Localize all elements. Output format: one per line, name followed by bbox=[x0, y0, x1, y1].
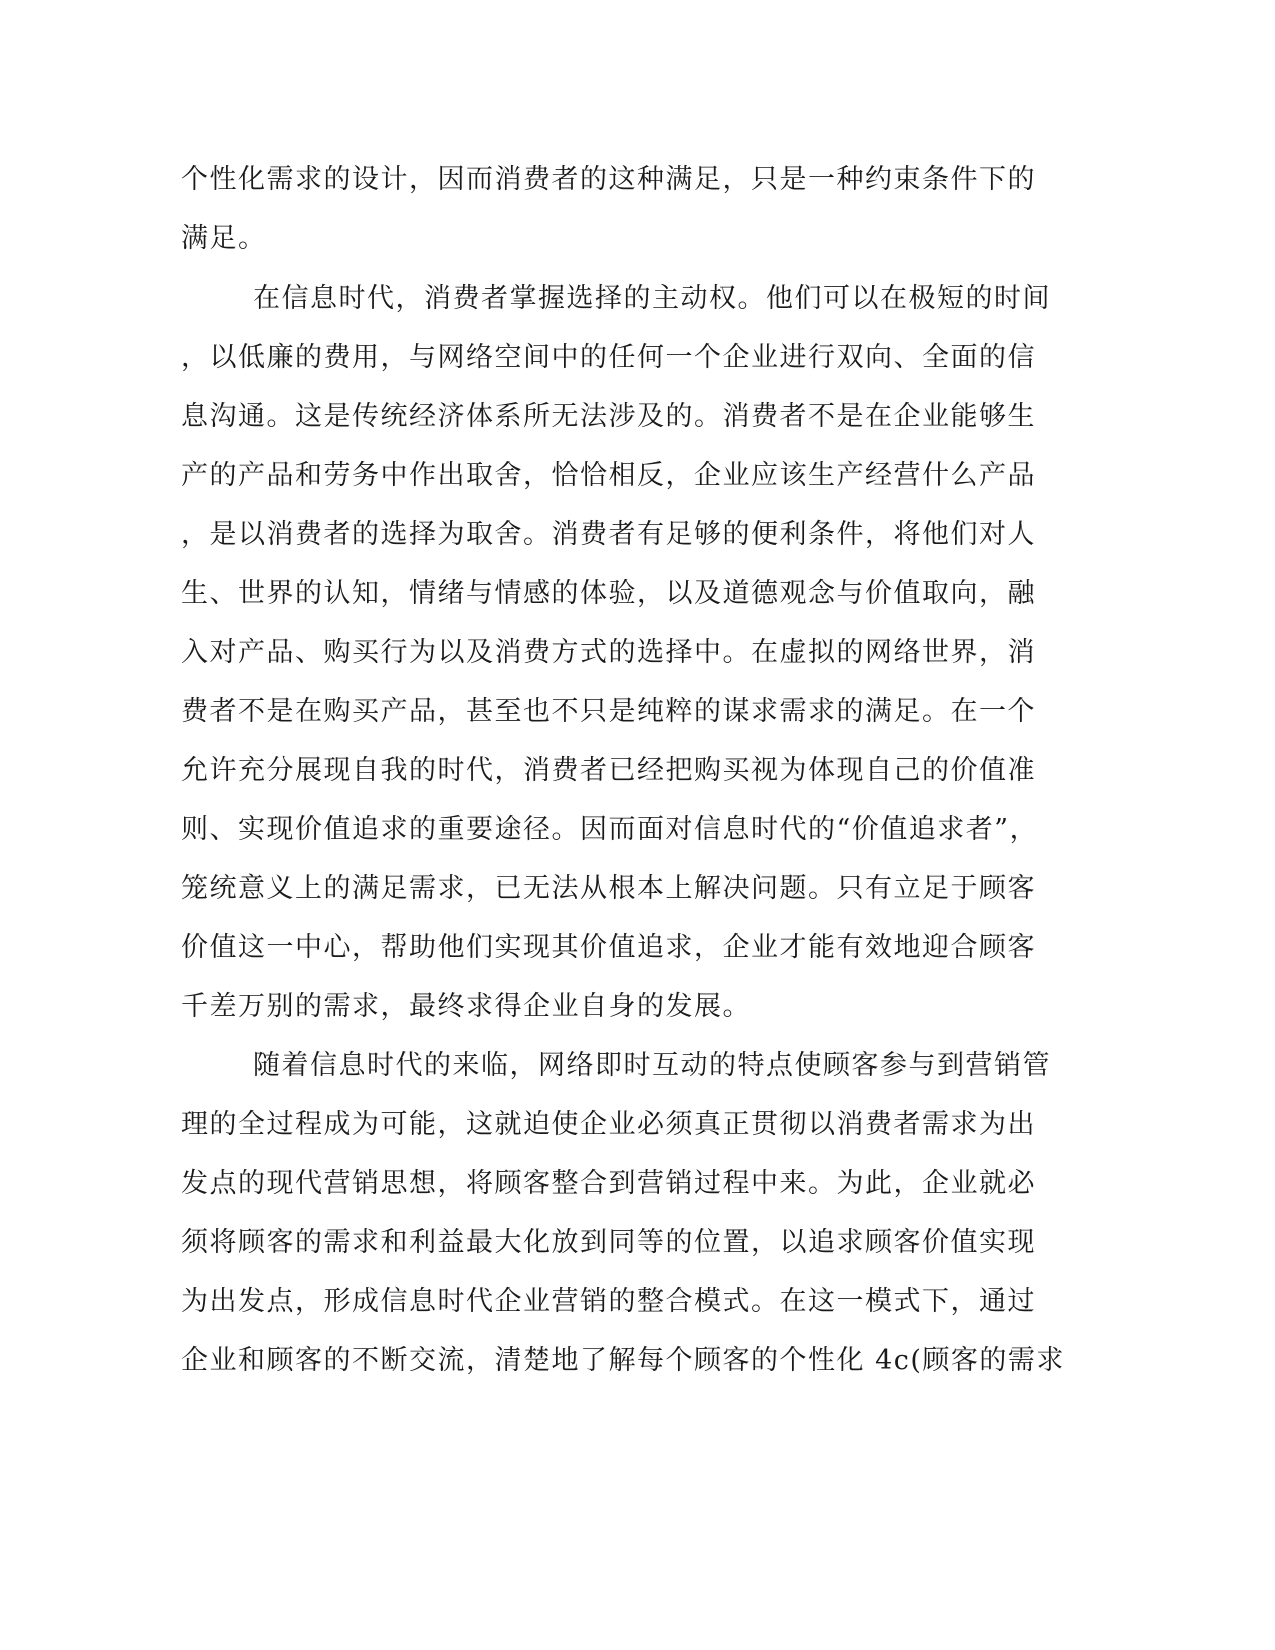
text-line-17: 理的全过程成为可能，这就迫使企业必须真正贯彻以消费者需求为出 bbox=[181, 1109, 1036, 1140]
text-line-19: 须将顾客的需求和利益最大化放到同等的位置，以追求顾客价值实现 bbox=[181, 1227, 1036, 1258]
text-line-14: 价值这一中心，帮助他们实现其价值追求，企业才能有效地迎合顾客 bbox=[181, 932, 1036, 963]
text-line-21: 企业和顾客的不断交流，清楚地了解每个顾客的个性化 4c(顾客的需求 bbox=[181, 1345, 1065, 1376]
text-line-9: 入对产品、购买行为以及消费方式的选择中。在虚拟的网络世界，消 bbox=[181, 637, 1036, 668]
text-line-10: 费者不是在购买产品，甚至也不只是纯粹的谋求需求的满足。在一个 bbox=[181, 696, 1036, 727]
text-line-7: ，是以消费者的选择为取舍。消费者有足够的便利条件，将他们对人 bbox=[181, 519, 1036, 550]
text-line-18: 发点的现代营销思想，将顾客整合到营销过程中来。为此，企业就必 bbox=[181, 1168, 1036, 1199]
text-line-5: 息沟通。这是传统经济体系所无法涉及的。消费者不是在企业能够生 bbox=[181, 401, 1036, 432]
text-line-13: 笼统意义上的满足需求，已无法从根本上解决问题。只有立足于顾客 bbox=[181, 873, 1036, 904]
text-line-6: 产的产品和劳务中作出取舍，恰恰相反，企业应该生产经营什么产品 bbox=[181, 460, 1036, 491]
text-line-1: 个性化需求的设计，因而消费者的这种满足，只是一种约束条件下的 bbox=[181, 164, 1036, 195]
paragraph-start-line: 随着信息时代的来临，网络即时互动的特点使顾客参与到营销管 bbox=[253, 1050, 1051, 1081]
paragraph-start-line: 在信息时代，消费者掌握选择的主动权。他们可以在极短的时间 bbox=[253, 283, 1051, 314]
text-line-11: 允许充分展现自我的时代，消费者已经把购买视为体现自己的价值准 bbox=[181, 755, 1036, 786]
text-line-15: 千差万别的需求，最终求得企业自身的发展。 bbox=[181, 991, 751, 1022]
text-line-20: 为出发点，形成信息时代企业营销的整合模式。在这一模式下，通过 bbox=[181, 1286, 1036, 1317]
text-line-12: 则、实现价值追求的重要途径。因而面对信息时代的“价值追求者”， bbox=[181, 814, 1039, 845]
text-line-2: 满足。 bbox=[181, 223, 267, 254]
text-line-4: ，以低廉的费用，与网络空间中的任何一个企业进行双向、全面的信 bbox=[181, 342, 1036, 373]
text-line-8: 生、世界的认知，情绪与情感的体验，以及道德观念与价值取向，融 bbox=[181, 578, 1036, 609]
